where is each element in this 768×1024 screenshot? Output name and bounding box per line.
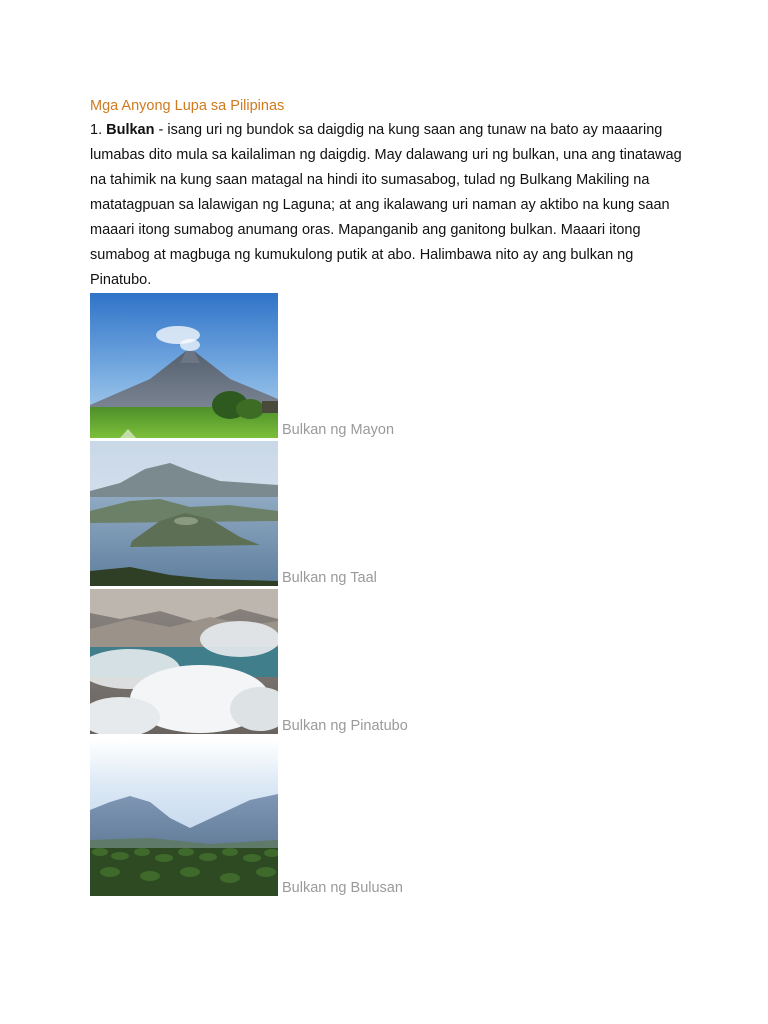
- pinatubo-volcano-photo: [90, 589, 278, 734]
- page-title: Mga Anyong Lupa sa Pilipinas: [90, 98, 285, 114]
- document-body: [90, 94, 690, 896]
- figure-pinatubo: [90, 589, 690, 734]
- figure-bulusan: [90, 734, 690, 896]
- bulusan-volcano-photo: [90, 740, 278, 896]
- taal-volcano-photo: [90, 441, 278, 586]
- caption-pinatubo: Bulkan ng Pinatubo: [282, 718, 408, 734]
- item-term: Bulkan: [106, 122, 155, 138]
- item-number: 1.: [90, 122, 103, 138]
- item-text: - isang uri ng bundok sa daigdig na kung saan ang tunaw na bato ay maaaring lumabas dito mula sa kailaliman ng daigdig. May dalawang uri ng bulkan, una ang tinatawag na tahimik na kung saan matagal na hindi ito sumasabog, tulad ng Bulkang Makiling na matatagpuan sa lalawigan ng Laguna; at ang ikalawang uri naman ay aktibo na kung saan maaari itong sumabog anumang oras. Mapanganib ang ganitong bulkan. Maaari itong sumabog at magbuga ng kumukulong putik at abo. Halimbawa nito ay ang bulkan ng Pinatubo.: [90, 122, 682, 288]
- mayon-volcano-photo: [90, 293, 278, 438]
- figure-taal: [90, 441, 690, 586]
- caption-mayon: Bulkan ng Mayon: [282, 422, 395, 438]
- caption-bulusan: Bulkan ng Bulusan: [282, 880, 403, 896]
- bulkan-paragraph: [90, 118, 686, 293]
- figure-mayon: [90, 293, 690, 438]
- caption-taal: Bulkan ng Taal: [282, 570, 377, 586]
